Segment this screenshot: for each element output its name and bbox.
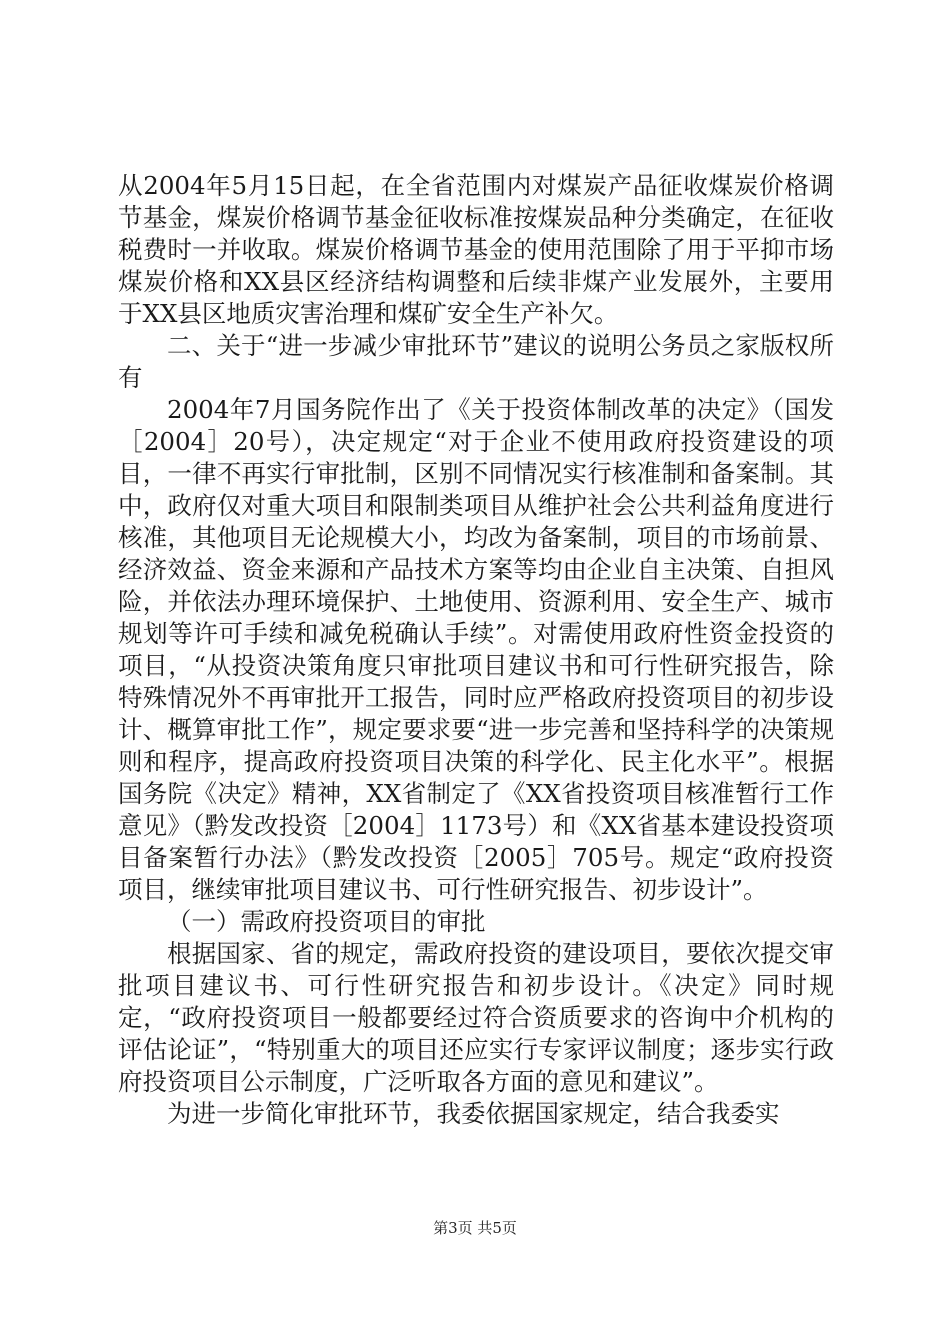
paragraph-6: 为进一步简化审批环节，我委依据国家规定，结合我委实 bbox=[167, 1099, 780, 1128]
paragraph-3: 2004年7月国务院作出了《关于投资体制改革的决定》（国发［2004］20号），决定规定“对于企业不使用政府投资建设的项目，一律不再实行审批制，区别不同情况实行核准制和备案制。其中，政府仅对重大项目和限制类项目从维护社会公共利益角度进行核准，其他项目无论规模大小，均改为备案制，项目的市场前景、经济效益、资金来源和产品技术方案等均由企业自主决策、自担风险，并依法办理环境保护、土地使用、资源利用、安全生产、城市规划等许可手续和减免税确认手续”。对需使用政府性资金投资的项目，“从投资决策角度只审批项目建议书和可行性研究报告，除特殊情况外不再审批开工报告，同时应严格政府投资项目的初步设计、概算审批工作”，规定要求要“进一步完善和坚持科学的决策规则和程序，提高政府投资项目决策的科学化、民主化水平”。根据国务院《决定》精神，XX省制定了《XX省投资项目核准暂行工作意见》（黔发改投资［2004］1173号）和《XX省基本建设投资项目备案暂行办法》（黔发改投资［2005］705号。规定“政府投资项目，继续审批项目建议书、可行性研究报告、初步设计”。 bbox=[118, 395, 834, 904]
document-body bbox=[118, 170, 834, 1130]
subsection-heading-1: （一）需政府投资项目的审批 bbox=[167, 907, 486, 936]
section-heading-2: 二、关于“进一步减少审批环节”建议的说明公务员之家版权所有 bbox=[118, 331, 834, 392]
paragraph-1: 从2004年5月15日起，在全省范围内对煤炭产品征收煤炭价格调节基金，煤炭价格调节基金征收标准按煤炭品种分类确定，在征收税费时一并收取。煤炭价格调节基金的使用范围除了用于平抑市场煤炭价格和XX县区经济结构调整和后续非煤产业发展外，主要用于XX县区地质灾害治理和煤矿安全生产补欠。 bbox=[118, 171, 834, 328]
page-number-footer: 第3页 共5页 bbox=[433, 1219, 517, 1237]
paragraph-5: 根据国家、省的规定，需政府投资的建设项目，要依次提交审批项目建议书、可行性研究报告和初步设计。《决定》同时规定，“政府投资项目一般都要经过符合资质要求的咨询中介机构的评估论证”，“特别重大的项目还应实行专家评议制度；逐步实行政府投资项目公示制度，广泛听取各方面的意见和建议”。 bbox=[118, 939, 834, 1096]
